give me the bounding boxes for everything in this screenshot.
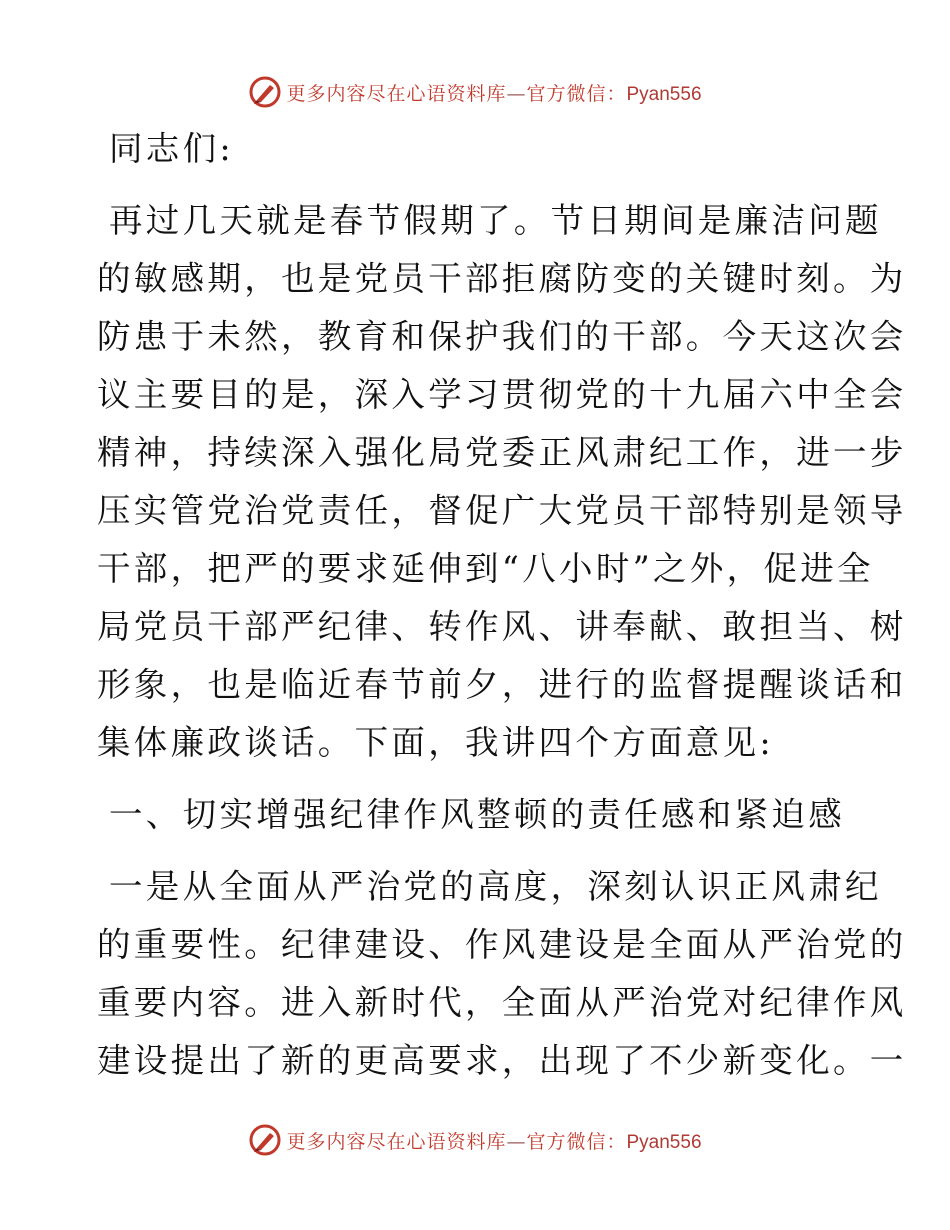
- text-line: 精神，持续深入强化局党委正风肃纪工作，进一步: [97, 433, 907, 472]
- text-line: 局党员干部严纪律、转作风、讲奉献、敢担当、树: [97, 607, 907, 646]
- watermark-text: 更多内容尽在心语资料库: [286, 82, 507, 105]
- watermark-wechat-id: Pyan556: [626, 83, 702, 105]
- watermark-text: 更多内容尽在心语资料库: [286, 1130, 507, 1153]
- watermark-wechat-id: Pyan556: [626, 1131, 702, 1153]
- heading-line: 一、切实增强纪律作风整顿的责任感和紧迫感: [109, 795, 845, 834]
- watermark-separator: —: [506, 82, 527, 105]
- pen-logo-icon: [248, 75, 282, 109]
- footer-watermark: [0, 1120, 950, 1160]
- watermark-separator: —: [506, 1130, 527, 1153]
- text-line: 一是从全面从严治党的高度，深刻认识正风肃纪: [109, 867, 882, 906]
- text-line: 建设提出了新的更高要求，出现了不少新变化。一: [97, 1041, 907, 1080]
- text-line: 同志们:: [109, 129, 234, 168]
- text-line: 重要内容。进入新时代，全面从严治党对纪律作风: [97, 983, 907, 1022]
- text-line: 形象，也是临近春节前夕，进行的监督提醒谈话和: [97, 665, 907, 704]
- paragraph-point-1: [97, 858, 907, 1090]
- watermark-label: 官方微信：: [526, 82, 627, 105]
- text-line: 防患于未然，教育和保护我们的干部。今天这次会: [97, 317, 907, 356]
- document-body: [97, 120, 907, 1090]
- text-line: 的敏感期，也是党员干部拒腐防变的关键时刻。为: [97, 259, 907, 298]
- text-line: 议主要目的是，深入学习贯彻党的十九届六中全会: [97, 375, 907, 414]
- pen-logo-icon: [248, 1123, 282, 1157]
- text-line: 的重要性。纪律建设、作风建设是全面从严治党的: [97, 925, 907, 964]
- text-line: 压实管党治党责任，督促广大党员干部特别是领导: [97, 491, 907, 530]
- section-heading-1: [97, 786, 857, 844]
- watermark-label: 官方微信：: [526, 1130, 627, 1153]
- text-line: 干部，把严的要求延伸到“八小时”之外，促进全: [97, 549, 874, 588]
- text-line: 再过几天就是春节假期了。节日期间是廉洁问题: [109, 201, 882, 240]
- text-line: 集体廉政谈话。下面，我讲四个方面意见:: [97, 723, 774, 762]
- header-watermark: [0, 72, 950, 112]
- paragraph-intro: [97, 192, 907, 772]
- paragraph-salutation: [97, 120, 857, 178]
